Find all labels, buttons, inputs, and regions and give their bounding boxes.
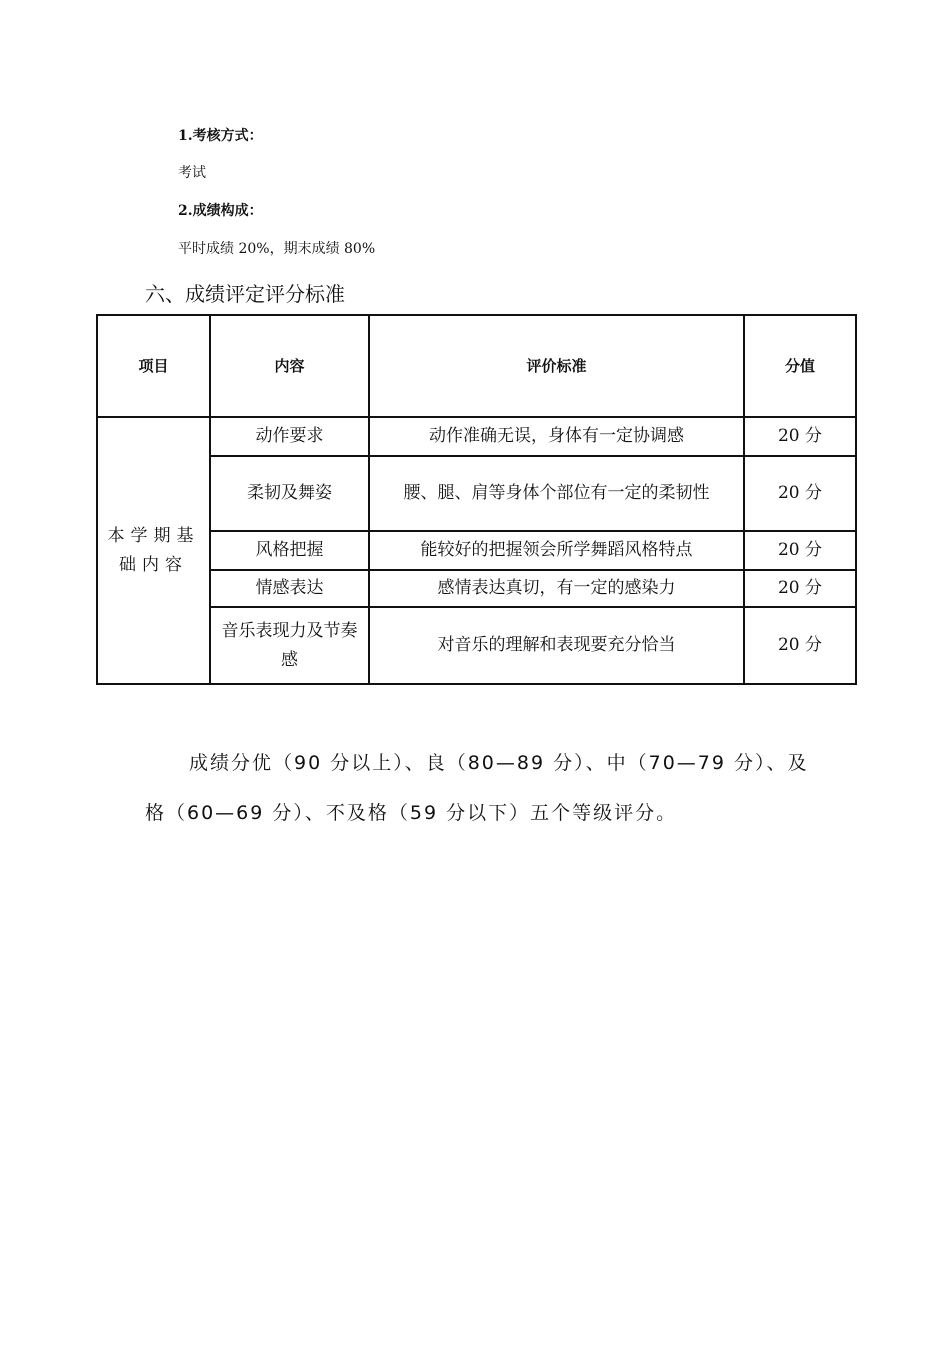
header-item: 项目 [97,315,210,417]
score-cell: 20 分 [744,570,856,607]
content-cell: 柔韧及舞姿 [210,456,369,531]
header-score: 分值 [744,315,856,417]
table-row [97,607,856,684]
criteria-cell: 腰、腿、肩等身体个部位有一定的柔韧性 [369,456,744,531]
table-header-row [97,315,856,417]
grading-criteria-table [96,314,857,685]
header-content: 内容 [210,315,369,417]
content-cell: 情感表达 [210,570,369,607]
group-label-cell: 本学期基础内容 [97,417,210,684]
score-composition-value: 平时成绩 20%，期末成绩 80% [178,241,376,257]
criteria-cell: 动作准确无误，身体有一定协调感 [369,417,744,456]
grading-levels-paragraph: 成绩分优（90 分以上）、良（80—89 分）、中（70—79 分）、及格（60—69 分）、不及格（59 分以下）五个等级评分。 [145,752,809,824]
table-row [97,456,856,531]
content-cell: 动作要求 [210,417,369,456]
criteria-cell: 感情表达真切，有一定的感染力 [369,570,744,607]
table-row [97,570,856,607]
section-title: 六、成绩评定评分标准 [145,282,345,306]
criteria-cell: 对音乐的理解和表现要充分恰当 [369,607,744,684]
assessment-method-value: 考试 [178,165,206,181]
score-composition-heading: 2.成绩构成： [178,203,263,219]
score-cell: 20 分 [744,456,856,531]
score-cell: 20 分 [744,417,856,456]
content-cell: 风格把握 [210,531,369,570]
criteria-cell: 能较好的把握领会所学舞蹈风格特点 [369,531,744,570]
score-cell: 20 分 [744,607,856,684]
content-cell: 音乐表现力及节奏感 [210,607,369,684]
table-row [97,417,856,456]
header-criteria: 评价标准 [369,315,744,417]
score-cell: 20 分 [744,531,856,570]
assessment-method-heading: 1.考核方式： [178,128,263,144]
table-row [97,531,856,570]
